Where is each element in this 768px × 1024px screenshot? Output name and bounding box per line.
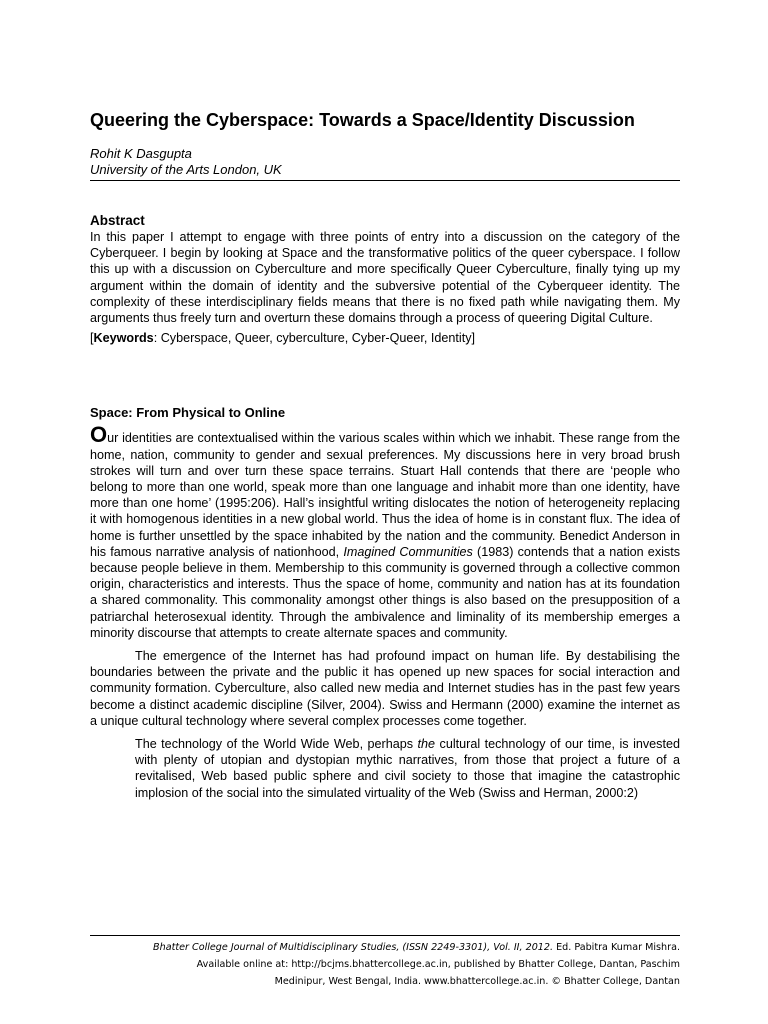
article-title: Queering the Cyberspace: Towards a Space/Identity Discussion — [90, 110, 635, 130]
footer-line-2: Available online at: http://bcjms.bhattercollege.ac.in, published by Bhatter College, Dantan, Paschim — [196, 959, 680, 970]
paragraph-1-text-b: (1983) contends that a nation exists because people believe in them. Membership to this community is governed through a collective common origin, characteristics and interests. Thus the space of home, community and nation has at its foundation a shared commonality. This commonality amongst other things is also based on the presupposition of a patriarchal heterosexual identity. Through the ambivalence and liminality of its membership emerges a minority discourse that attempts to create alternate spaces and community. — [90, 544, 681, 640]
paragraph-1-text-a: ur identities are contextualised within the various scales within which we inhabit. These range from the home, nation, community to gender and sexual preferences. My discussions here in very broad brush strokes will turn and over turn these space terrains. Stuart Hall contends that there are ‘people who belong to more than one world, speak more than one language and inhabit more than one identity, have more than one home’ (1995:206). Hall’s insightful writing dislocates the notion of heterogeneity replacing it with homogenous identities in a new global world. Thus the idea of home is in constant flux. The idea of home is further unsettled by the space inhabited by the nation and the community. Benedict Anderson in his famous narrative analysis of nationhood, — [90, 431, 680, 559]
keywords: [Keywords: Cyberspace, Queer, cyberculture, Cyber-Queer, Identity] — [90, 331, 475, 346]
keywords-label: Keywords — [93, 331, 154, 346]
block-quote — [135, 736, 680, 801]
section-heading: Space: From Physical to Online — [90, 405, 286, 421]
quote-italic: the — [417, 737, 436, 752]
author-affiliation: University of the Arts London, UK — [90, 162, 282, 177]
article-page — [90, 108, 680, 801]
drop-cap: O — [90, 422, 108, 448]
author-block — [90, 146, 680, 181]
paragraph-1-italic: Imagined Communities — [343, 544, 473, 559]
footer-line-3: Medinipur, West Bengal, India. www.bhattercollege.ac.in. © Bhatter College, Dantan — [274, 976, 680, 987]
author-name: Rohit K Dasgupta — [90, 146, 192, 161]
keywords-text: : Cyberspace, Queer, cyberculture, Cyber-Queer, Identity] — [153, 331, 475, 346]
journal-footer — [90, 935, 680, 990]
quote-text-a: The technology of the World Wide Web, perhaps — [135, 737, 418, 752]
paragraph-1 — [90, 422, 681, 641]
footer-line-1 — [90, 939, 680, 956]
paragraph-2: The emergence of the Internet has had profound impact on human life. By destabilising the boundaries between the private and the public it has opened up new spaces for social interaction and community formation. Cyberculture, also called new media and Internet studies has in the past few years become a distinct academic discipline (Silver, 2004). Swiss and Hermann (2000) examine the internet as a unique cultural technology where several complex processes come together. — [90, 649, 680, 728]
footer-journal-citation: Bhatter College Journal of Multidisciplinary Studies, (ISSN 2249-3301), Vol. II, 2012. — [153, 942, 554, 953]
footer-editor: Ed. Pabitra Kumar Mishra. — [553, 942, 680, 953]
abstract-text: In this paper I attempt to engage with three points of entry into a discussion on the category of the Cyberqueer. I begin by looking at Space and the transformative politics of the queer cyberspace. I follow this up with a discussion on Cyberculture and more specifically Queer Cyberculture, finally tying up my argument within the domain of identity and the subversive potential of the Cyberqueer identity. The complexity of these interdisciplinary fields means that there is no fixed path while navigating them. My arguments thus freely turn and overturn these domains through a process of queering Digital Culture. — [90, 230, 680, 326]
quote-text-b: cultural technology of our time, is invested with plenty of utopian and dystopian mythic narratives, from those that project a future of a revitalised, Web based public sphere and civil society to those that imagine the catastrophic implosion of the social into the simulated virtuality of the Web (Swiss and Herman, 2000:2) — [135, 737, 680, 800]
abstract-heading: Abstract — [90, 213, 145, 228]
